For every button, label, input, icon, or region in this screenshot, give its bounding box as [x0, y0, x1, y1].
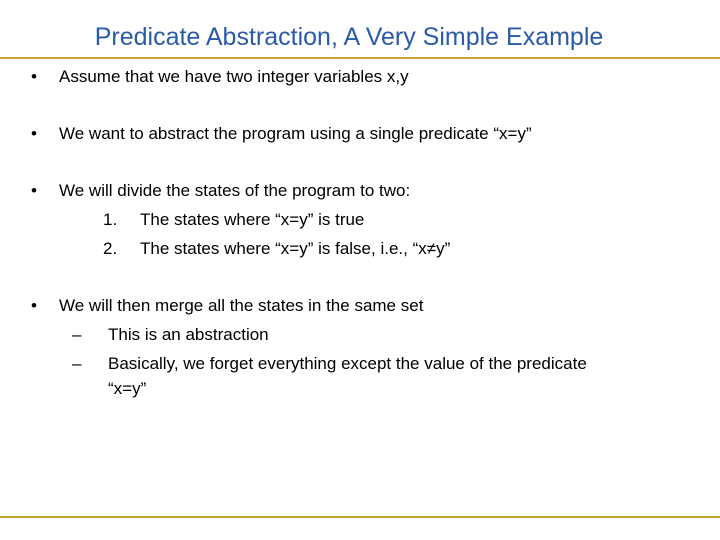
numbered-item-false: The states where “x=y” is false, i.e., “x≠y”: [140, 239, 451, 258]
bullet-marker: •: [31, 67, 37, 86]
numbered-item-true: The states where “x=y” is true: [140, 210, 365, 229]
bullet-marker: •: [31, 296, 37, 315]
bullet-text-assume: Assume that we have two integer variables x,y: [59, 67, 409, 86]
numbered-marker: 1.: [103, 210, 118, 229]
footer-rule: [0, 516, 720, 518]
bullet-marker: •: [31, 181, 37, 200]
dash-marker: –: [72, 325, 82, 344]
bullet-text-merge: We will then merge all the states in the same set: [59, 296, 424, 315]
sub-item-forget: Basically, we forget everything except the value of the predicate: [108, 354, 587, 373]
numbered-marker: 2.: [103, 239, 118, 258]
sub-item-forget-continuation: “x=y”: [108, 379, 147, 398]
bullet-marker: •: [31, 124, 37, 143]
slide-title: Predicate Abstraction, A Very Simple Example: [94, 23, 604, 51]
dash-marker: –: [72, 354, 82, 373]
bullet-text-abstract: We want to abstract the program using a single predicate “x=y”: [59, 124, 532, 143]
sub-item-abstraction: This is an abstraction: [108, 325, 269, 344]
bullet-text-divide: We will divide the states of the program to two:: [59, 181, 411, 200]
title-underline: [0, 57, 720, 59]
